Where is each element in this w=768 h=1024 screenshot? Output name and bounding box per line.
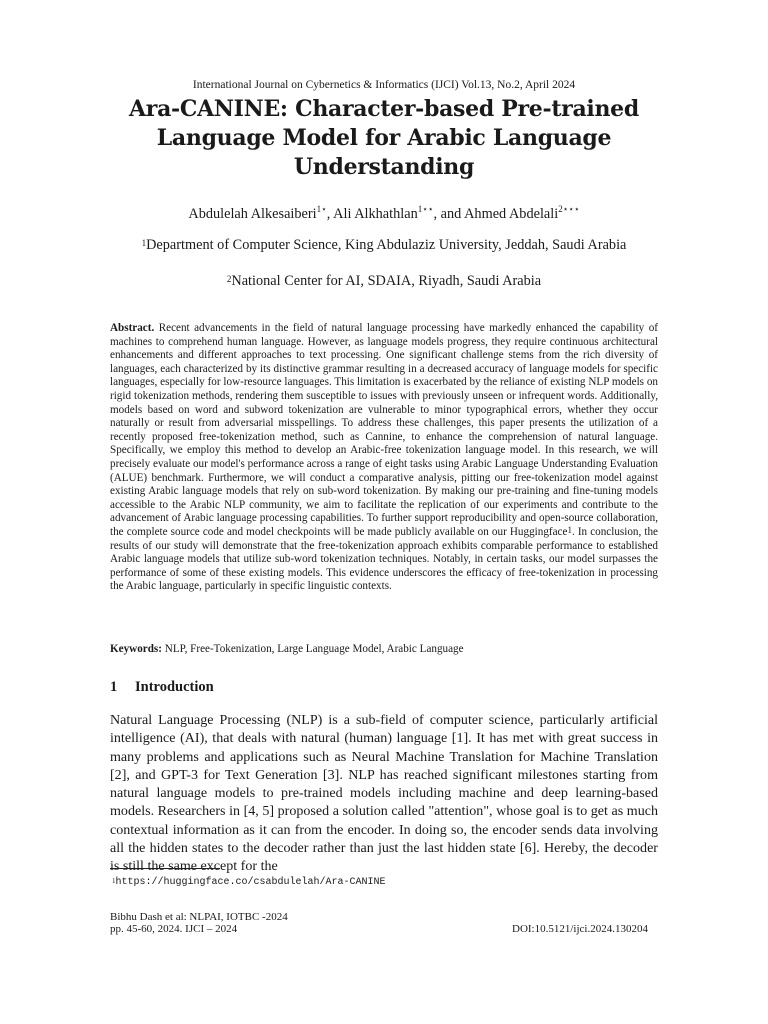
page-footer-left xyxy=(110,911,288,935)
introduction-paragraph: Natural Language Processing (NLP) is a sub-field of computer science, particularly artificial intelligence (AI), that deals with natural (human) language [1]. It has met with great success in many problems and applications such as Neural Machine Translation for Machine Translation [2], and GPT-3 for Text Generation [3]. NLP has reached significant milestones starting from natural language models to pre-trained models including machine and deep learning-based models. Researchers in [4, 5] proposed a solution called "attention", whose goal is to get as much contextual information as it can from the encoder. In doing so, the encoder sends data involving all the hidden states to the decoder rather than just the last hidden state [6]. Hereby, the decoder is still the same except for the xyxy=(110,712,658,875)
affiliation-1-mark: 1 xyxy=(141,238,147,248)
title-line-2: Language Model for Arabic Language xyxy=(156,125,612,151)
section-number: 1 xyxy=(110,679,118,695)
footnote-url[interactable]: https://huggingface.co/csabdulelah/Ara-CANINE xyxy=(115,877,386,888)
section-title: Introduction xyxy=(135,679,214,695)
journal-header: International Journal on Cybernetics & Informatics (IJCI) Vol.13, No.2, April 2024 xyxy=(192,79,576,91)
author-1-marks: 1⋆ xyxy=(316,204,327,214)
footnote xyxy=(112,877,386,888)
section-heading xyxy=(110,679,214,696)
abstract-body: Recent advancements in the field of natural language processing have markedly enhanced the capability of machines to comprehend human language. However, as language models progress, they require continuous architectural enhancements and different approaches to text processing. One significant challenge stems from the rich diversity of languages, each characterized by its distinctive grammar resulting in a decreased accuracy of language models for specific languages, especially for low-resource languages. This limitation is exacerbated by the reliance of existing NLP models on rigid tokenization methods, rendering them susceptible to issues with previously unseen or infrequent words. Additionally, models based on word and subword tokenization are vulnerable to minor typographical errors, whether they occur naturally or result from adversarial misspellings. To address these challenges, this paper presents the utilization of a recently proposed free-tokenization method, such as Cannine, to enhance the comprehension of natural language. Specifically, we employ this method to develop an Arabic-free tokenization language model. In this research, we will precisely evaluate our model's performance across a range of eight tasks using Arabic Language Understanding Evaluation (ALUE) benchmark. Furthermore, we will conduct a comparative analysis, pitting our free-tokenization model against existing Arabic language models that rely on sub-word tokenization. By making our pre-training and fine-tuning models accessible to the Arabic NLP community, we aim to facilitate the replication of our experiments and contribute to the advancement of Arabic language processing capabilities. To further support reproducibility and open-source collaboration, the complete source code and model checkpoints will be made publicly available on our Huggingface xyxy=(110,322,658,538)
paper-title xyxy=(100,95,668,182)
author-3-marks: 2⋆⋆⋆ xyxy=(558,204,580,214)
affiliation-2 xyxy=(115,272,653,290)
abstract-footnote-mark: 1 xyxy=(567,524,572,535)
author-2: Ali Alkhathlan xyxy=(333,206,418,222)
title-line-1: Ara-CANINE: Character-based Pre-trained xyxy=(129,96,639,122)
keywords-label: Keywords: xyxy=(110,643,162,655)
affiliation-2-text: National Center for AI, SDAIA, Riyadh, Saudi Arabia xyxy=(231,273,542,289)
footer-citation: Bibhu Dash et al: NLPAI, IOTBC -2024 xyxy=(110,911,288,923)
title-line-3: Understanding xyxy=(293,154,475,180)
footnote-mark: 1 xyxy=(112,877,116,885)
affiliation-1-text: Department of Computer Science, King Abdulaziz University, Jeddah, Saudi Arabia xyxy=(146,237,627,253)
abstract-label: Abstract. xyxy=(110,322,155,334)
author-list: Abdulelah Alkesaiberi$^{1⋆}$, Ali Alkhathlan$^{1⋆⋆}$, and Ahmed Abdelali$^{2⋆⋆⋆}$ xyxy=(188,204,580,222)
footnote-rule xyxy=(110,868,220,869)
author-2-marks: 1⋆⋆ xyxy=(417,204,434,214)
abstract-body-end: . In conclusion, the results of our study will demonstrate that the free-tokenization approach exhibits comparable performance to established Arabic language models that utilize sub-word tokenization techniques. Notably, in certain tasks, our model surpasses the performance of some of these existing models. This evidence underscores the efficacy of free-tokenization in processing the Arabic language, particularly in specific linguistic contexts. xyxy=(110,525,658,593)
author-1: Abdulelah Alkesaiberi xyxy=(188,206,317,222)
abstract xyxy=(110,322,658,594)
affiliation-2-mark: 2 xyxy=(226,274,232,284)
footer-doi: DOI:10.5121/ijci.2024.130204 xyxy=(512,923,648,935)
keywords xyxy=(110,643,658,655)
keywords-text: NLP, Free-Tokenization, Large Language Model, Arabic Language xyxy=(164,643,464,655)
affiliation-1 xyxy=(115,236,653,254)
footer-pages: pp. 45-60, 2024. IJCI – 2024 xyxy=(110,923,238,935)
author-3: and Ahmed Abdelali xyxy=(440,206,559,222)
